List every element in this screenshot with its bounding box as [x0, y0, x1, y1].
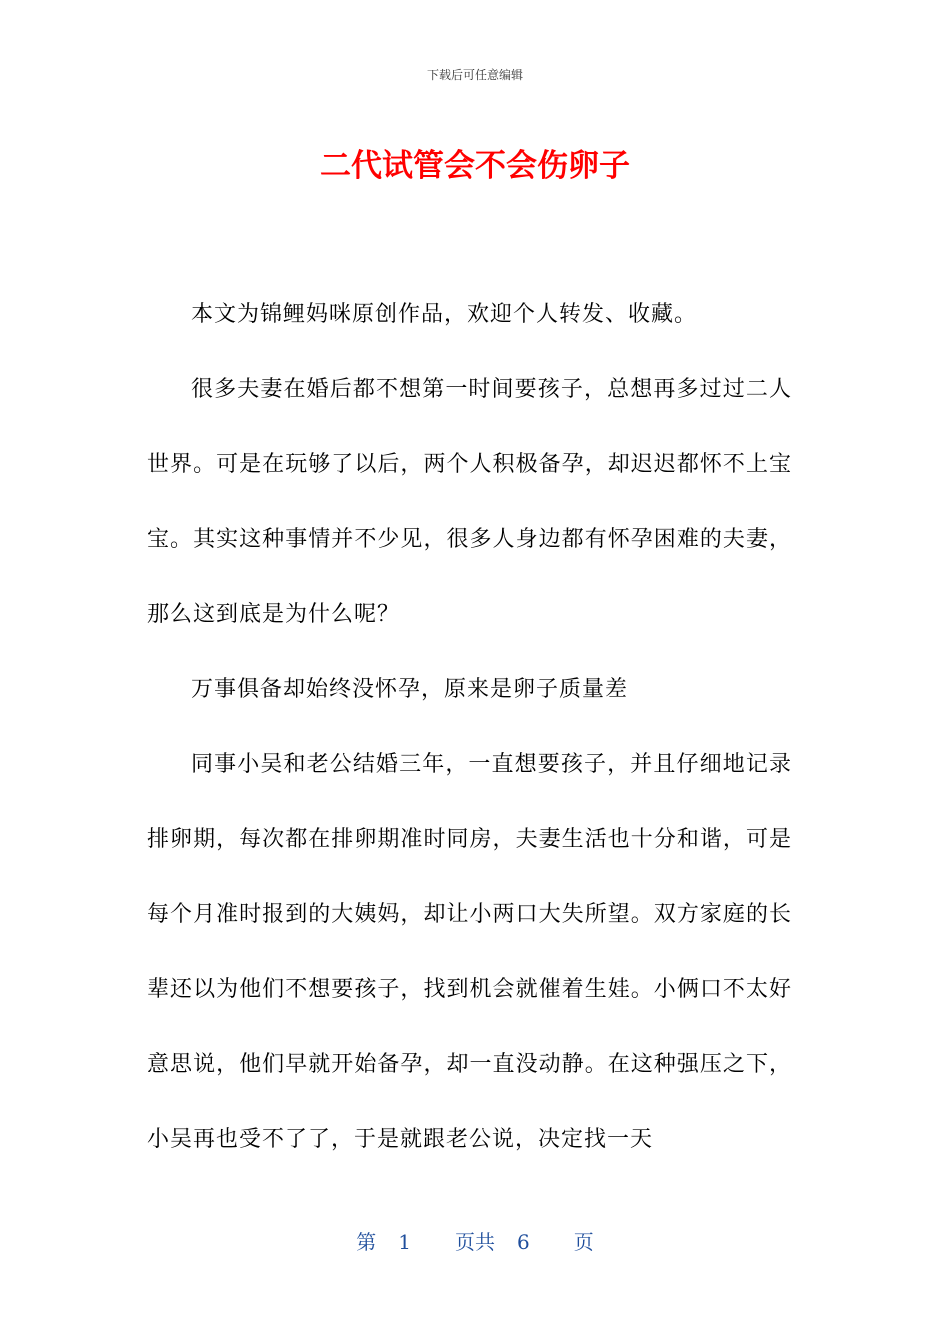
footer-current-page: 1 [398, 1230, 411, 1254]
paragraph-2: 很多夫妻在婚后都不想第一时间要孩子，总想再多过过二人世界。可是在玩够了以后，两个人积极备孕，却迟迟都怀不上宝宝。其实这种事情并不少见，很多人身边都有怀孕困难的夫妻，那么这到底是为什么呢？ [147, 377, 792, 627]
page-footer [0, 1226, 950, 1255]
paragraph-1: 本文为锦鲤妈咪原创作品，欢迎个人转发、收藏。 [191, 302, 698, 327]
paragraph-4: 同事小吴和老公结婚三年，一直想要孩子，并且仔细地记录排卵期，每次都在排卵期准时同房，夫妻生活也十分和谐，可是每个月准时报到的大姨妈，却让小两口大失所望。双方家庭的长辈还以为他们不想要孩子，找到机会就催着生娃。小俩口不太好意思说，他们早就开始备孕，却一直没动静。在这种强压之下，小吴再也受不了了，于是就跟老公说，决定找一天 [147, 752, 792, 1152]
paragraph-3: 万事俱备却始终没怀孕，原来是卵子质量差 [191, 677, 629, 702]
footer-prefix: 第 [356, 1230, 377, 1254]
page-header-note: 下载后可任意编辑 [426, 68, 523, 82]
footer-middle: 页共 [455, 1230, 495, 1254]
document-title: 二代试管会不会伤卵子 [320, 148, 630, 184]
document-body [147, 277, 792, 1177]
footer-suffix: 页 [573, 1230, 594, 1254]
footer-total-pages: 6 [517, 1230, 530, 1254]
